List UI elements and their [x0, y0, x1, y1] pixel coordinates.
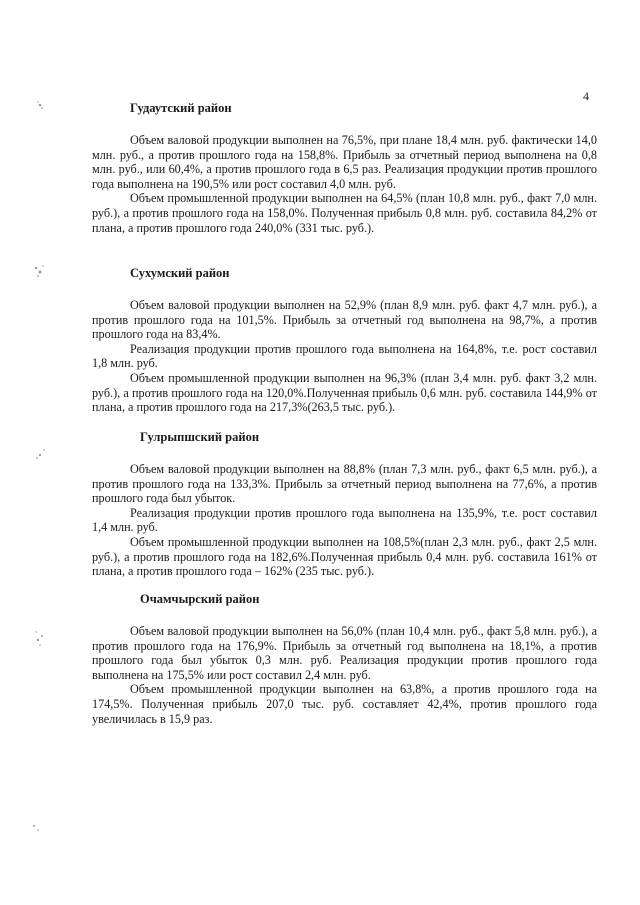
paragraph: Реализация продукции против прошлого года выполнена на 135,9%, т.е. рост составил 1,4 млн. руб. — [92, 505, 597, 535]
section-title: Гулрыпшский район — [140, 430, 260, 444]
section-gulrypsh — [92, 426, 597, 579]
section-title: Очамчырский район — [140, 592, 260, 606]
paragraph: Реализация продукции против прошлого года выполнена на 164,8%, т.е. рост составил 1,8 млн. руб. — [92, 341, 597, 371]
section-sukhum — [92, 262, 597, 415]
page-number: 4 — [583, 89, 589, 103]
paragraph: Объем промышленной продукции выполнен на 63,8%, а против прошлого года на 174,5%. Полученная прибыль 207,0 тыс. руб. составляет 42,4%, против прошлого года увеличилась в 15,9 раз. — [92, 682, 597, 726]
paragraph: Объем промышленной продукции выполнен на 96,3% (план 3,4 млн. руб. факт 3,2 млн. руб.), а против прошлого года на 120,0%.Полученная прибыль 0,6 млн. руб. составила 144,9% от плана, а против прошлого года на 217,3%(263,5 тыс. руб.). — [92, 370, 597, 415]
section-title: Гудаутский район — [130, 101, 232, 115]
paragraph: Объем валовой продукции выполнен на 52,9% (план 8,9 млн. руб. факт 4,7 млн. руб.), а против прошлого года на 101,5%. Прибыль за отчетный год выполнена на 98,7%, а против прошлого года на 83,4%. — [92, 298, 597, 342]
section-title: Сухумский район — [130, 266, 230, 280]
paragraph: Объем промышленной продукции выполнен на 108,5%(план 2,3 млн. руб., факт 2,5 млн. руб.), а против прошлого года на 182,6%.Полученная прибыль 0,4 млн. руб. составила 161% от плана, а против прошлого года – 162% (235 тыс. руб.). — [92, 534, 597, 579]
paragraph: Объем валовой продукции выполнен на 76,5%, при плане 18,4 млн. руб. фактически 14,0 млн. руб., а против прошлого года на 158,8%. Прибыль за отчетный период выполнена на 0,8 млн. руб., или 60,4%, а против прошлого года в 6,5 раз. Реализация продукции против прошлого года выполнена на 190,5% или рост составил 4,0 млн. руб. — [92, 133, 597, 191]
paragraph: Объем валовой продукции выполнен на 88,8% (план 7,3 млн. руб., факт 6,5 млн. руб.), а против прошлого года на 133,3%. Прибыль за отчетный период выполнена на 77,6%, а против прошлого года был убыток. — [92, 462, 597, 506]
paragraph: Объем промышленной продукции выполнен на 64,5% (план 10,8 млн. руб., факт 7,0 млн. руб.), а против прошлого года на 158,0%. Полученная прибыль 0,8 млн. руб. составила 84,2% от плана, а против прошлого года 240,0% (331 тыс. руб.). — [92, 191, 597, 235]
paragraph: Объем валовой продукции выполнен на 56,0% (план 10,4 млн. руб., факт 5,8 млн. руб.), а против прошлого года на 176,9%. Прибыль за отчетный год выполнена на 18,1%, а против прошлого года был убыток 0,3 млн. руб. Реализация продукции против прошлого года выполнена на 175,5% или рост составил 2,4 млн. руб. — [92, 624, 597, 682]
section-ochamchyra — [92, 588, 597, 726]
section-gudauta — [92, 97, 597, 235]
